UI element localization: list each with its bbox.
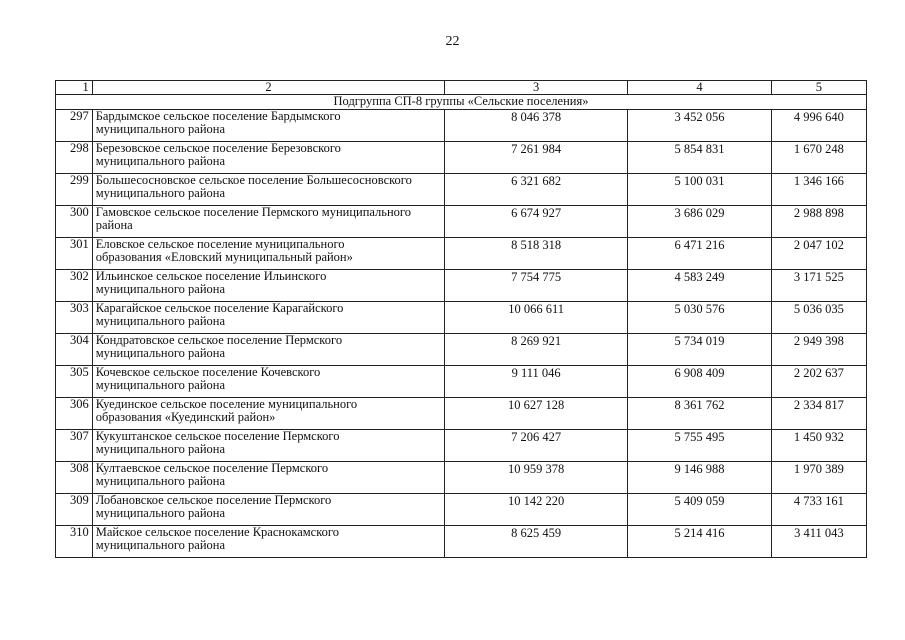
column-header-1: 1 [56,81,93,95]
settlement-name-line1: Кукуштанское сельское поселение Пермского [95,429,340,443]
table-row [56,142,867,174]
value-col3: 6 674 927 [445,206,628,238]
settlement-name [92,206,445,238]
value-col3: 7 754 775 [445,270,628,302]
value-col4: 5 214 416 [628,526,772,558]
value-col4: 5 100 031 [628,174,772,206]
value-col3: 8 518 318 [445,238,628,270]
settlement-name [92,526,445,558]
settlement-name-line1: Гамовское сельское поселение Пермского муниципального [95,205,411,219]
value-col5: 2 949 398 [771,334,866,366]
table-row [56,366,867,398]
row-number: 298 [56,142,93,174]
table-row [56,334,867,366]
row-number: 305 [56,366,93,398]
value-col4: 6 471 216 [628,238,772,270]
settlement-name-line2: образования «Куединский район» [95,410,276,424]
table-row [56,462,867,494]
row-number: 302 [56,270,93,302]
value-col5: 3 171 525 [771,270,866,302]
table-row [56,238,867,270]
settlement-name-line1: Майское сельское поселение Краснокамского [95,525,339,539]
settlement-name [92,398,445,430]
table-row [56,494,867,526]
header-row [56,81,867,95]
value-col5: 1 970 389 [771,462,866,494]
settlement-name-line2: образования «Еловский муниципальный район» [95,250,353,264]
settlement-name [92,430,445,462]
settlement-name-line2: муниципального района [95,538,226,552]
settlement-name [92,238,445,270]
row-number: 308 [56,462,93,494]
value-col3: 8 625 459 [445,526,628,558]
row-number: 299 [56,174,93,206]
settlement-name [92,334,445,366]
settlement-name-line2: муниципального района [95,314,226,328]
settlement-name-line1: Еловское сельское поселение муниципального [95,237,345,251]
value-col3: 7 206 427 [445,430,628,462]
value-col4: 6 908 409 [628,366,772,398]
value-col5: 4 733 161 [771,494,866,526]
value-col5: 2 334 817 [771,398,866,430]
column-header-5: 5 [771,81,866,95]
settlement-name-line1: Култаевское сельское поселение Пермского [95,461,329,475]
subgroup-row [56,95,867,110]
value-col3: 9 111 046 [445,366,628,398]
settlement-name [92,366,445,398]
value-col4: 5 030 576 [628,302,772,334]
table-row [56,110,867,142]
settlement-name-line2: муниципального района [95,506,226,520]
value-col4: 5 734 019 [628,334,772,366]
value-col3: 6 321 682 [445,174,628,206]
settlement-name-line1: Куединское сельское поселение муниципального [95,397,358,411]
value-col3: 10 959 378 [445,462,628,494]
settlement-name-line1: Кочевское сельское поселение Кочевского [95,365,321,379]
subgroup-title: Подгруппа СП-8 группы «Сельские поселения» [56,95,867,110]
value-col5: 4 996 640 [771,110,866,142]
table-row [56,174,867,206]
row-number: 304 [56,334,93,366]
value-col5: 1 670 248 [771,142,866,174]
settlement-name-line2: муниципального района [95,442,226,456]
settlement-name [92,494,445,526]
page-number: 22 [445,34,460,49]
value-col5: 1 450 932 [771,430,866,462]
value-col5: 2 988 898 [771,206,866,238]
settlement-name-line1: Березовское сельское поселение Березовского [95,141,341,155]
settlement-name-line2: муниципального района [95,378,226,392]
value-col4: 4 583 249 [628,270,772,302]
value-col4: 5 854 831 [628,142,772,174]
settlement-name [92,270,445,302]
settlement-name-line1: Кондратовское сельское поселение Пермского [95,333,343,347]
column-header-2: 2 [92,81,445,95]
column-header-4: 4 [628,81,772,95]
value-col3: 8 269 921 [445,334,628,366]
value-col4: 8 361 762 [628,398,772,430]
settlement-name-line2: муниципального района [95,474,226,488]
value-col4: 5 409 059 [628,494,772,526]
settlement-name-line2: муниципального района [95,282,226,296]
table-row [56,430,867,462]
settlement-name-line1: Большесосновское сельское поселение Большесосновского [95,173,412,187]
row-number: 306 [56,398,93,430]
value-col3: 10 627 128 [445,398,628,430]
settlement-name [92,174,445,206]
value-col5: 2 202 637 [771,366,866,398]
settlement-name-line2: муниципального района [95,186,226,200]
value-col5: 5 036 035 [771,302,866,334]
settlement-name [92,142,445,174]
settlement-name [92,110,445,142]
value-col3: 8 046 378 [445,110,628,142]
row-number: 307 [56,430,93,462]
value-col4: 9 146 988 [628,462,772,494]
settlement-name-line1: Бардымское сельское поселение Бардымского [95,109,341,123]
table-row [56,398,867,430]
table-row [56,206,867,238]
settlement-name-line1: Карагайское сельское поселение Карагайского [95,301,344,315]
settlement-name-line2: района [95,218,133,232]
value-col3: 10 142 220 [445,494,628,526]
value-col4: 5 755 495 [628,430,772,462]
row-number: 297 [56,110,93,142]
settlement-name-line1: Ильинское сельское поселение Ильинского [95,269,327,283]
row-number: 300 [56,206,93,238]
settlement-name [92,302,445,334]
row-number: 309 [56,494,93,526]
row-number: 303 [56,302,93,334]
value-col5: 3 411 043 [771,526,866,558]
table-row [56,302,867,334]
row-number: 301 [56,238,93,270]
settlement-name-line2: муниципального района [95,122,226,136]
settlement-name-line2: муниципального района [95,154,226,168]
settlement-name [92,462,445,494]
data-table [55,80,867,558]
row-number: 310 [56,526,93,558]
value-col4: 3 452 056 [628,110,772,142]
table-row [56,526,867,558]
table-row [56,270,867,302]
settlement-name-line2: муниципального района [95,346,226,360]
column-header-3: 3 [445,81,628,95]
value-col3: 10 066 611 [445,302,628,334]
settlement-name-line1: Лобановское сельское поселение Пермского [95,493,332,507]
value-col5: 2 047 102 [771,238,866,270]
value-col5: 1 346 166 [771,174,866,206]
value-col3: 7 261 984 [445,142,628,174]
value-col4: 3 686 029 [628,206,772,238]
